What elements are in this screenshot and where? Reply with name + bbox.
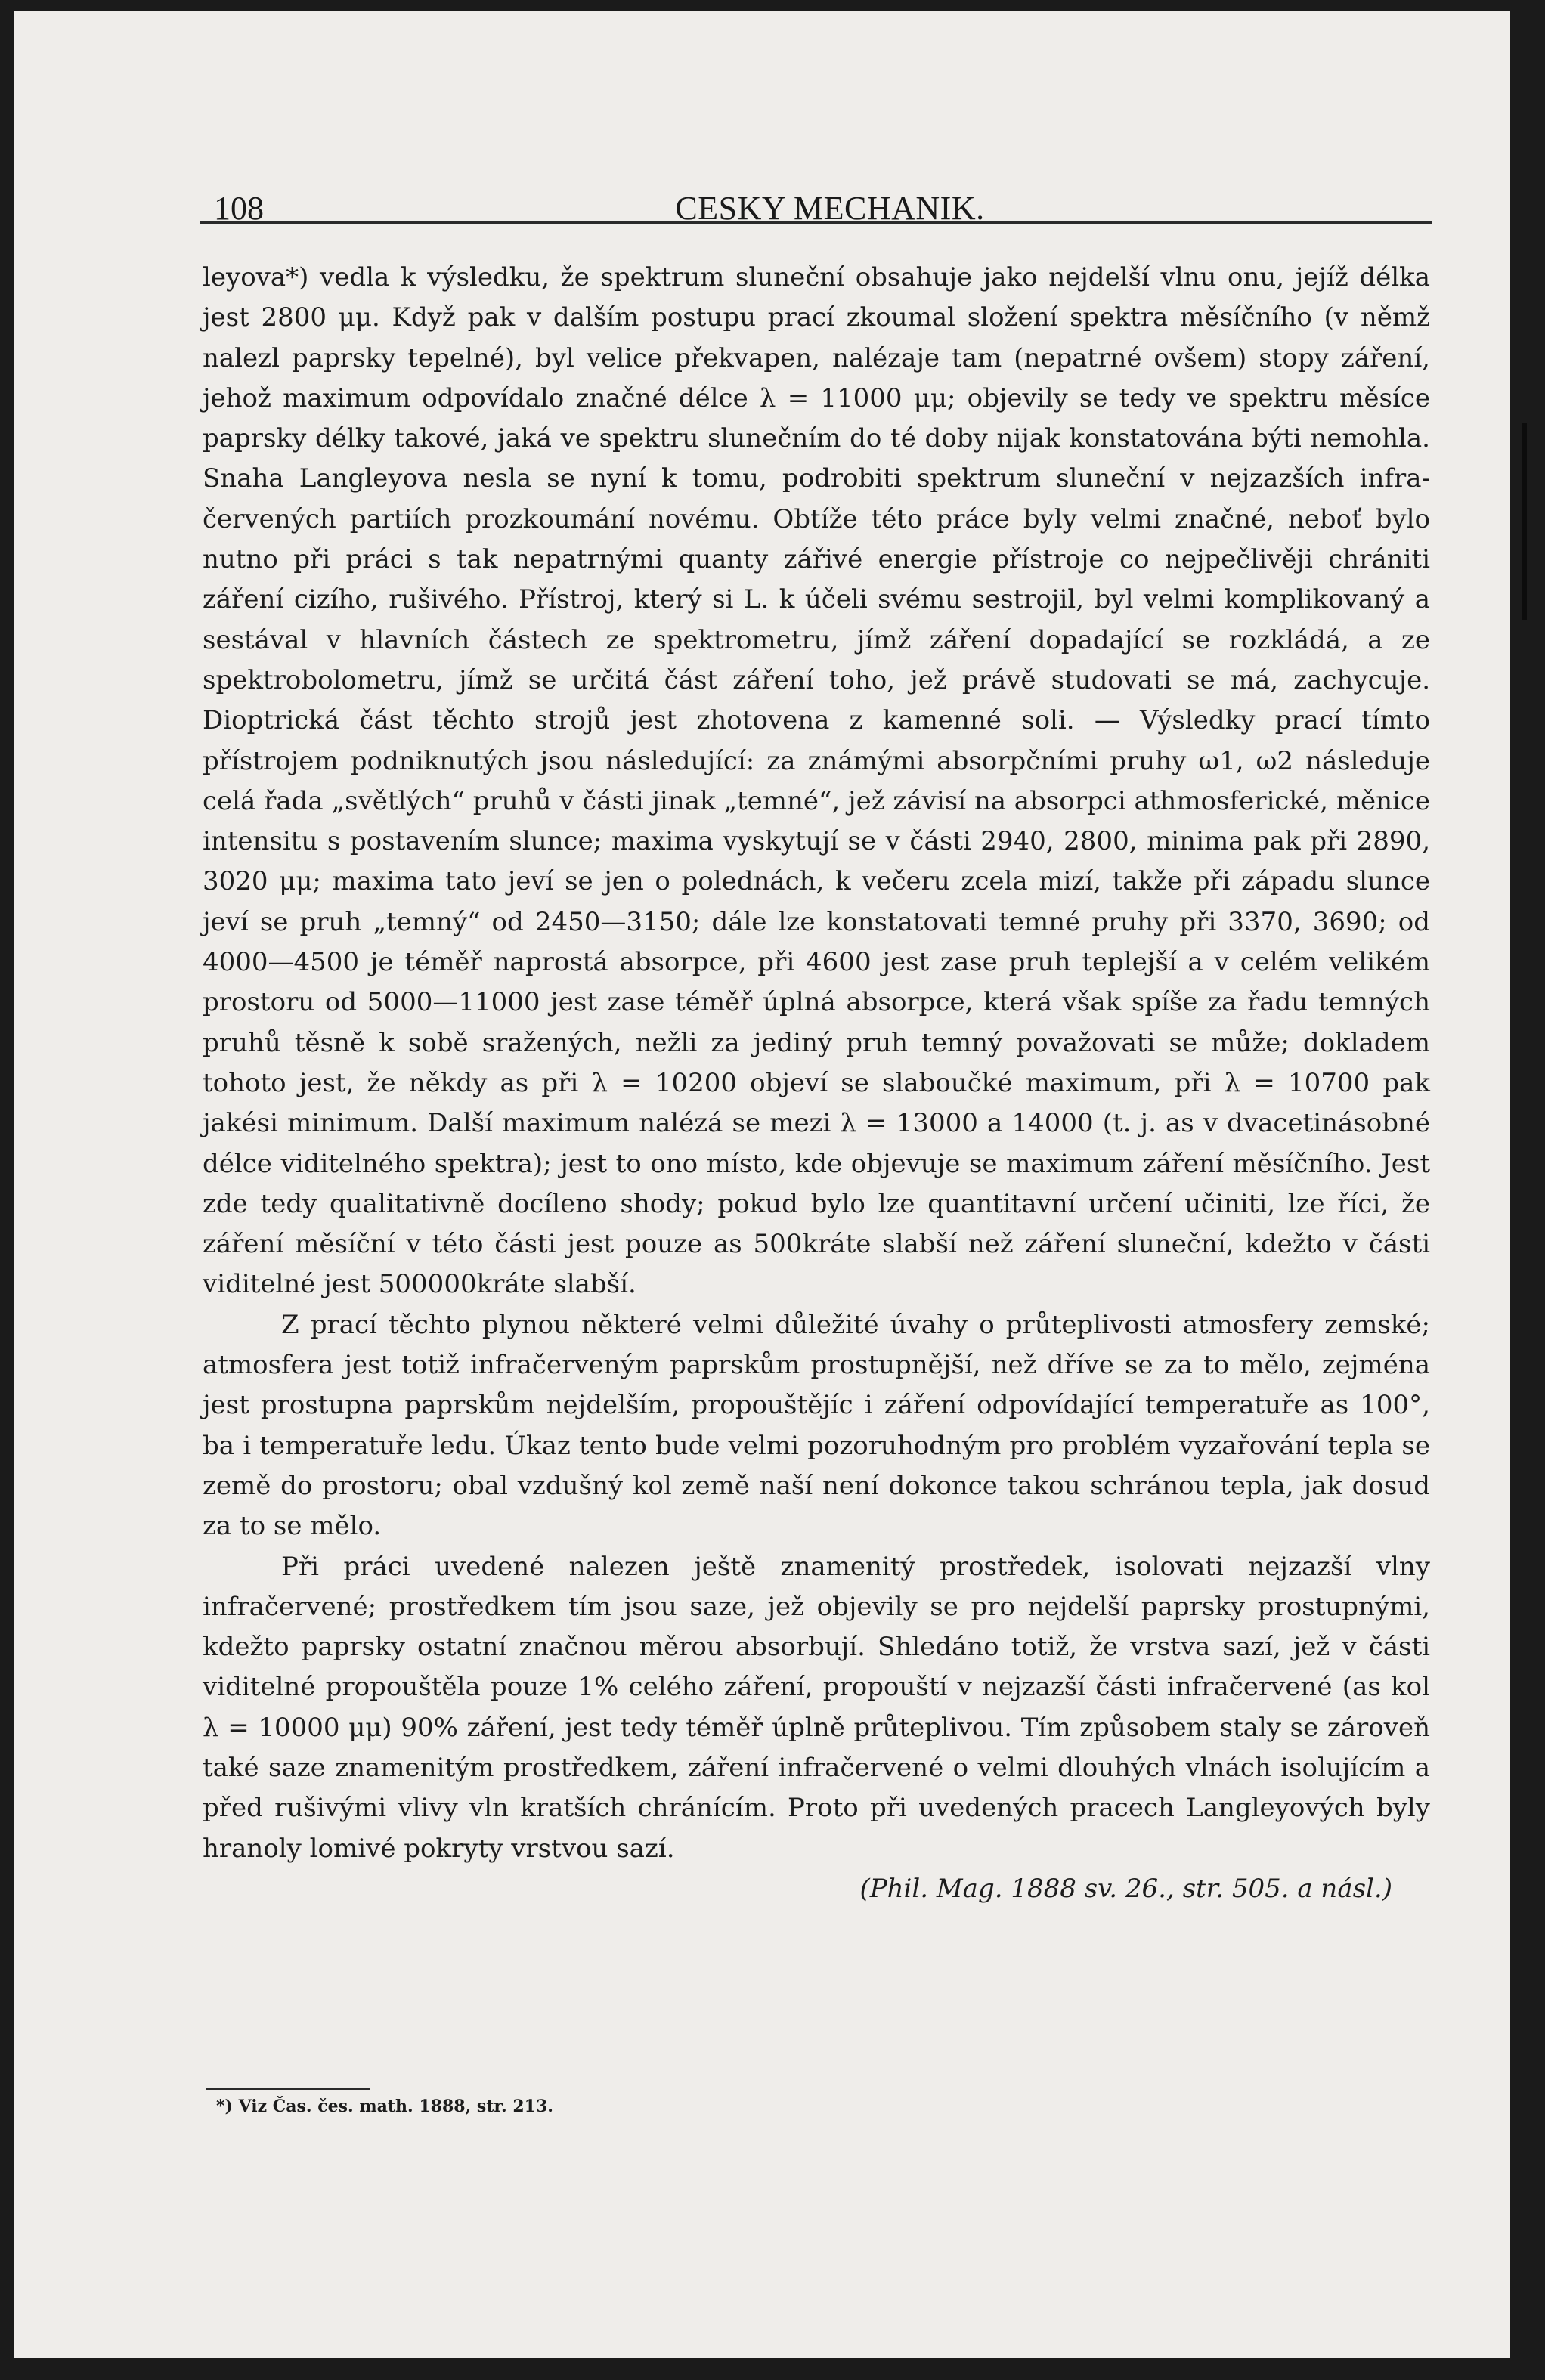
page-number: 108 — [214, 190, 264, 227]
running-title: CESKY MECHANIK. — [675, 190, 985, 227]
footnote-rule — [206, 2088, 370, 2090]
paragraph-2: Z prací těchto plynou některé velmi důležité úvahy o průteplivosti atmosfery zemské; atmosfera jest totiž infračerveným paprskům prostupnější, než dříve se za to mělo, zejména jest prostupna paprskům nejdelším, propouštějíc i záření odpovídající temperatuře as 100°, ba i temperatuře ledu. Úkaz tento bude velmi pozoruhodným pro problém vyzařování tepla se země do prostoru; obal vzdušný kol země naší není dokonce takou schránou tepla, jak dosud za to se mělo. — [203, 1309, 1430, 1542]
footnote: *) Viz Čas. čes. math. 1888, str. 213. — [216, 2097, 553, 2116]
header-rule — [200, 221, 1432, 224]
scan-edge-mark — [1522, 423, 1527, 620]
citation: (Phil. Mag. 1888 sv. 26., str. 505. a násl.) — [859, 1873, 1392, 1904]
article-body — [203, 258, 1430, 1909]
paragraph-3: Při práci uvedené nalezen ještě znamenitý prostředek, isolovati nejzazší vlny infračervené; prostředkem tím jsou saze, jež objevily se pro nejdelší paprsky prostupnými, kdežto paprsky ostatní značnou měrou absorbují. Shledáno totiž, že vrstva sazí, jež v části viditelné propouštěla pouze 1% celého záření, propouští v nejzazší části infračervené (as kol λ = 10000 μμ) 90% záření, jest tedy téměř úplně průteplivou. Tím způsobem staly se zároveň také saze znamenitým prostředkem, záření infračervené o velmi dlouhých vlnách isolujícím a před rušivými vlivy vln kratších chránícím. Proto při uvedených pracech Langleyových byly hranoly lomivé pokryty vrstvou sazí. — [203, 1551, 1430, 1864]
paragraph-1: leyova*) vedla k výsledku, že spektrum sluneční obsahuje jako nejdelší vlnu onu, jejíž délka jest 2800 μμ. Když pak v dalším postupu prací zkoumal složení spektra měsíčního (v němž nalezl paprsky tepelné), byl velice překvapen, nalézaje tam (nepatrné ovšem) stopy záření, jehož maximum odpovídalo značné délce λ = 11000 μμ; objevily se tedy ve spektru měsíce paprsky délky takové, jaká ve spektru slunečním do té doby nijak konstatována býti nemohla. Snaha Langleyova nesla se nyní k tomu, podrobiti spektrum sluneční v nejzazších infra-červených partiích prozkoumání novému. Obtíže této práce byly velmi značné, neboť bylo nutno při práci s tak nepatrnými quanty zářivé energie přístroje co nejpečlivěji chrániti záření cizího, rušivého. Přístroj, který si L. k účeli svému sestrojil, byl velmi komplikovaný a sestával v hlavních částech ze spektrometru, jímž záření dopadající se rozkládá, a ze spektrobolometru, jímž se určitá část záření toho, jež právě studovati se má, zachycuje. Dioptrická část těchto strojů jest zhotovena z kamenné soli. — Výsledky prací tímto přístrojem podniknutých jsou následující: za známými absorpčními pruhy ω1, ω2 následuje celá řada „světlých“ pruhů v části jinak „temné“, jež závisí na absorpci athmosferické, měnice intensitu s postavením slunce; maxima vyskytují se v části 2940, 2800, minima pak při 2890, 3020 μμ; maxima tato jeví se jen o polednách, k večeru zcela mizí, takže při západu slunce jeví se pruh „temný“ od 2450—3150; dále lze konstatovati temné pruhy při 3370, 3690; od 4000—4500 je téměř naprostá absorpce, při 4600 jest zase pruh teplejší a v celém velikém prostoru od 5000—11000 jest zase téměř úplná absorpce, která však spíše za řadu temných pruhů těsně k sobě sražených, nežli za jediný pruh temný považovati se může; dokladem tohoto jest, že někdy as při λ = 10200 objeví se slaboučké maximum, při λ = 10700 pak jakési minimum. Další maximum nalézá se mezi λ = 13000 a 14000 (t. j. as v dvacetinásobné délce viditelného spektra); jest to ono místo, kde objevuje se maximum záření měsíčního. Jest zde tedy qualitativně docíleno shody; pokud bylo lze quantitavní určení učiniti, lze říci, že záření měsíční v této části jest pouze as 500kráte slabší než záření sluneční, kdežto v části viditelné jest 500000kráte slabší. — [203, 262, 1430, 1300]
